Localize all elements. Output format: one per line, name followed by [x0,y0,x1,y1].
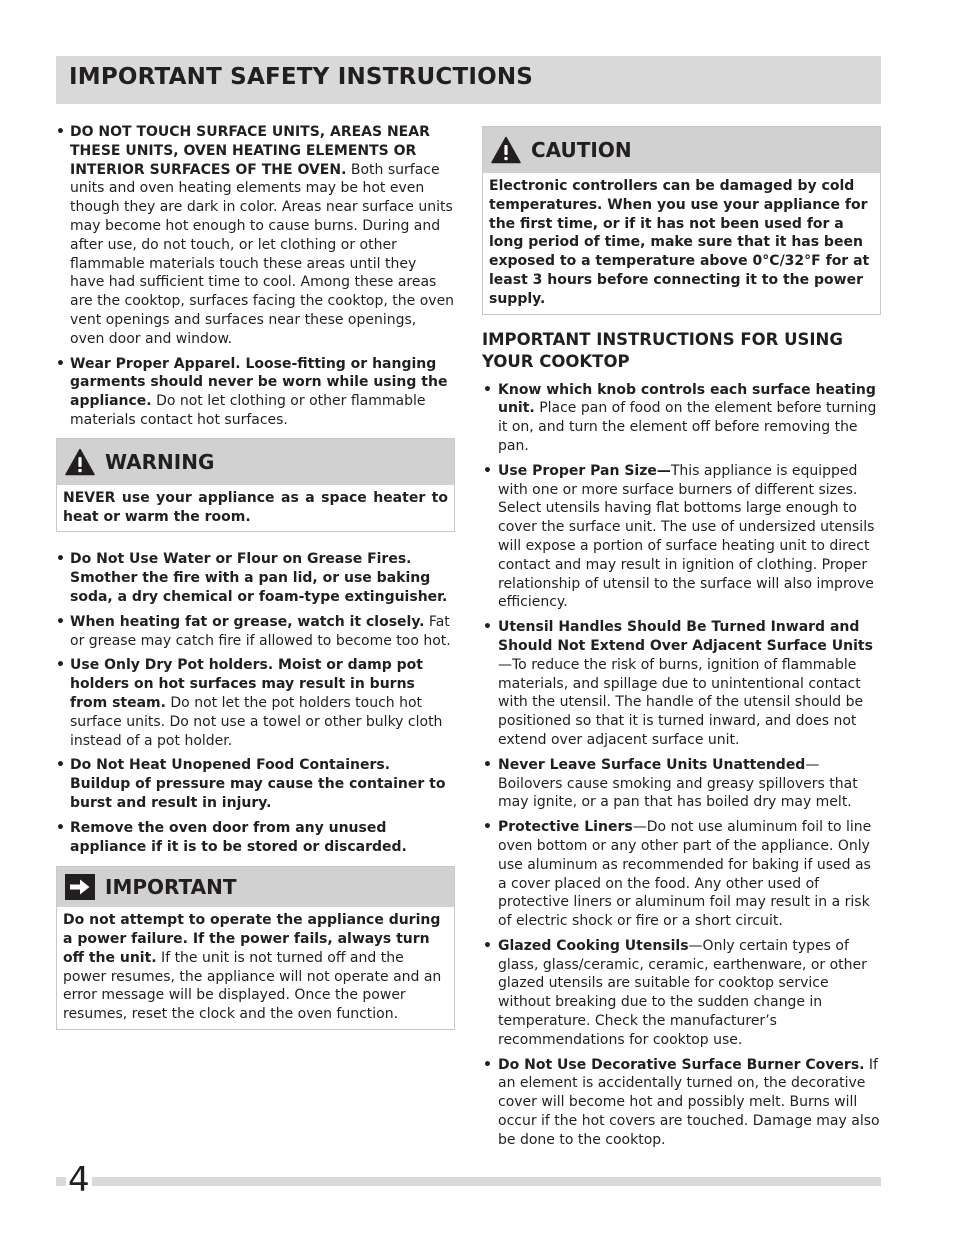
list-item: • Do Not Use Water or Flour on Grease Fires. Smother the fire with a pan lid, or use baking soda, a dry chemical or foam-type extinguisher. [56,550,455,606]
warning-box [56,438,455,533]
safety-list-mid [56,550,455,856]
warning-triangle-icon [491,136,521,164]
list-item: • Never Leave Surface Units Unattended—Boilovers cause smoking and greasy spillovers that may ignite, or a pan that has boiled dry may melt. [482,756,881,812]
important-box [56,866,455,1030]
warning-triangle-icon [65,448,95,476]
cooktop-list [482,381,881,1150]
list-item: • When heating fat or grease, watch it closely. Fat or grease may catch fire if allowed to become too hot. [56,613,455,651]
header-bar [56,56,881,104]
important-label: IMPORTANT [105,875,237,900]
list-item: • Do Not Use Decorative Surface Burner Covers. If an element is accidentally turned on, the decorative cover will become hot and possibly melt. Burns will occur if the hot covers are touched. Damage may also be done to the cooktop. [482,1056,881,1150]
caution-text: Electronic controllers can be damaged by cold temperatures. When you use your appliance for the first time, or if it has not been used for a long period of time, make sure that it has been exposed to a temperature above 0°C/32°F for at least 3 hours before connecting it to the power supply. [489,178,870,307]
caution-box [482,126,881,315]
list-item: • Utensil Handles Should Be Turned Inward and Should Not Extend Over Adjacent Surface Units—To reduce the risk of burns, ignition of flammable materials, and spillage due to unintentional contact with the utensil. The handle of the utensil should be positioned so that it is turned inward, and does not extend over adjacent surface unit. [482,618,881,750]
footer-bar [56,1177,881,1186]
page-title: IMPORTANT SAFETY INSTRUCTIONS [69,64,534,90]
left-column [56,123,455,1044]
caution-label: CAUTION [531,138,632,162]
list-item: • DO NOT TOUCH SURFACE UNITS, AREAS NEAR THESE UNITS, OVEN HEATING ELEMENTS OR INTERIOR SURFACES OF THE OVEN. Both surface units and oven heating elements may be hot even though they are dark in color. Areas near surface units may become hot enough to cause burns. During and after use, do not touch, or let clothing or other flammable materials touch these areas until they have had sufficient time to cool. Among these areas are the cooktop, surfaces facing the cooktop, the oven vent openings and surfaces near these openings, oven door and window. [56,123,455,349]
warning-box-header [57,439,454,485]
important-text: Do not attempt to operate the appliance during a power failure. If the power fails, always turn off the unit. If the unit is not turned off and the power resumes, the appliance will not operate and an error message will be displayed. Once the power resumes, reset the clock and the oven function. [63,912,442,1023]
list-item: • Remove the oven door from any unused appliance if it is to be stored or discarded. [56,819,455,857]
list-item: • Wear Proper Apparel. Loose-fitting or hanging garments should never be worn while using the appliance. Do not let clothing or other flammable materials contact hot surfaces. [56,355,455,430]
caution-box-header [483,127,880,173]
important-box-header [57,867,454,907]
list-item: • Glazed Cooking Utensils—Only certain types of glass, glass/ceramic, ceramic, earthenware, or other glazed utensils are suitable for cooktop service without breaking due to the sudden change in temperature. Check the manufacturer’s recommendations for cooktop use. [482,937,881,1050]
list-item: • Know which knob controls each surface heating unit. Place pan of food on the element before turning it on, and turn the element off before removing the pan. [482,381,881,456]
cooktop-instructions-heading: IMPORTANT INSTRUCTIONS FOR USING YOUR COOKTOP [482,329,843,371]
list-item: • Use Only Dry Pot holders. Moist or damp pot holders on hot surfaces may result in burns from steam. Do not let the pot holders touch hot surface units. Do not use a towel or other bulky cloth instead of a pot holder. [56,656,455,750]
safety-list-top [56,123,455,430]
warning-text: NEVER use your appliance as a space heater to heat or warm the room. [63,489,448,525]
list-item: • Protective Liners—Do not use aluminum foil to line oven bottom or any other part of the appliance. Only use aluminum as recommended for baking if used as a cover placed on the food. Any other used of protective liners or aluminum foil may result in a risk of electric shock or fire or a short circuit. [482,818,881,931]
right-column [482,123,881,1156]
page-number: 4 [68,1160,90,1200]
warning-label: WARNING [105,449,215,474]
arrow-right-icon [65,874,95,900]
list-item: • Do Not Heat Unopened Food Containers. Buildup of pressure may cause the container to burst and result in injury. [56,756,455,812]
list-item: • Use Proper Pan Size—This appliance is equipped with one or more surface burners of different sizes. Select utensils having flat bottoms large enough to cover the surface unit. The use of undersized utensils will expose a portion of surface heating unit to direct contact and may result in ignition of clothing. Proper relationship of utensil to the surface will also improve efficiency. [482,462,881,612]
